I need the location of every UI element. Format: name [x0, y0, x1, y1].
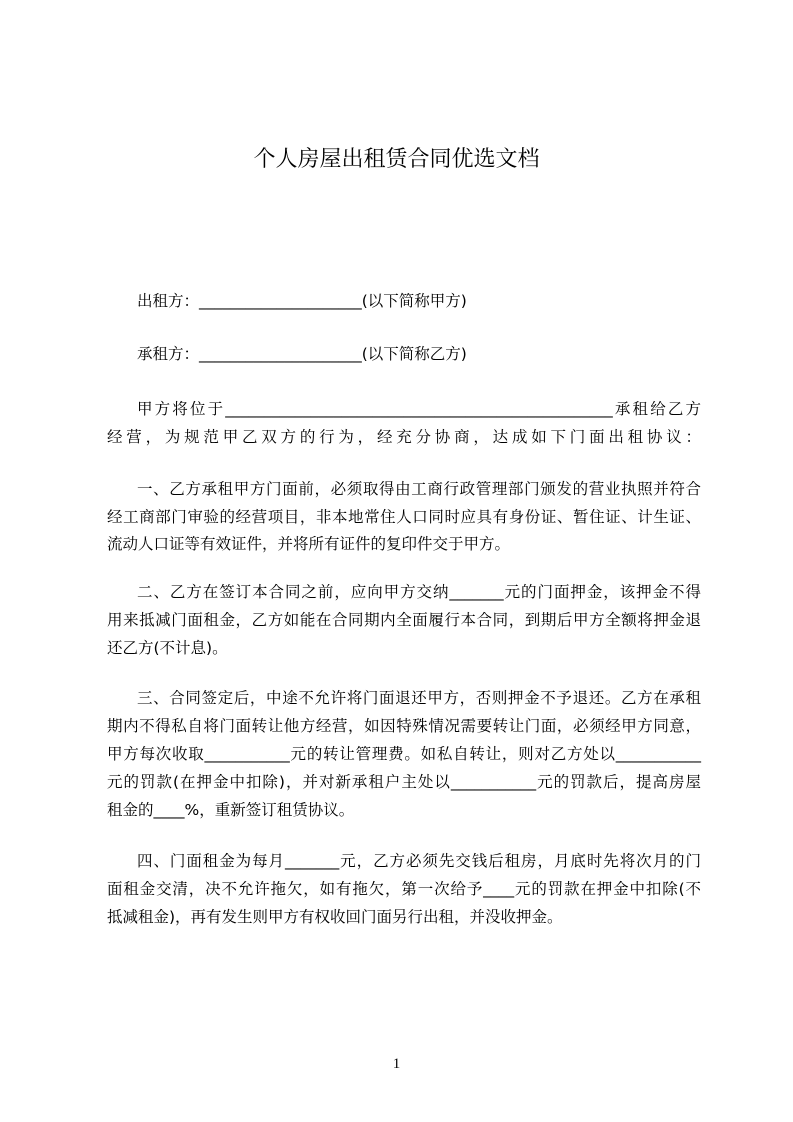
- clause-2-line: 二、乙方在签订本合同之前，应向甲方交纳_______元的门面押金，该押金不得: [137, 583, 701, 601]
- clause-2-line: 用来抵减门面租金，乙方如能在合同期内全面履行本合同，到期后甲方全额将押金退: [107, 611, 701, 629]
- document-title: 个人房屋出租赁合同优选文档: [253, 147, 540, 172]
- clause-4-line: 面租金交清，决不允许拖欠，如有拖欠，第一次给予____元的罚款在押金中扣除(不: [107, 880, 701, 898]
- clause-1-line: 一、乙方承租甲方门面前，必须取得由工商行政管理部门颁发的营业执照并符合: [137, 480, 701, 498]
- page-number: 1: [392, 1056, 401, 1072]
- clause-3-line: 三、合同签定后，中途不允许将门面退还甲方，否则押金不予退还。乙方在承租: [137, 689, 701, 707]
- clause-3-line: 期内不得私自将门面转让他方经营，如因特殊情况需要转让门面，必须经甲方同意，: [107, 717, 701, 735]
- clause-3-line: 租金的____%，重新签订租赁协议。: [107, 801, 355, 819]
- clause-1-line: 流动人口证等有效证件，并将所有证件的复印件交于甲方。: [107, 535, 511, 553]
- clause-4-line: 抵减租金)，再有发生则甲方有权收回门面另行出租，并没收押金。: [107, 908, 563, 926]
- clause-3-line: 甲方每次收取___________元的转让管理费。如私自转让，则对乙方处以___________: [107, 745, 701, 763]
- paragraph-intro-line: 甲方将位于__________________________________________________承租给乙方: [137, 400, 701, 418]
- clause-2-line: 还乙方(不计息)。: [107, 639, 228, 657]
- clause-3-line: 元的罚款(在押金中扣除)，并对新承租户主处以___________元的罚款后，提高房屋: [107, 773, 701, 791]
- lessee-line: 承租方：_____________________(以下简称乙方): [137, 345, 467, 363]
- lessor-line: 出租方：_____________________(以下简称甲方): [137, 292, 467, 310]
- clause-1-line: 经工商部门审验的经营项目，非本地常住人口同时应具有身份证、暂住证、计生证、: [107, 508, 701, 526]
- clause-4-line: 四、门面租金为每月_______元，乙方必须先交钱后租房，月底时先将次月的门: [137, 852, 701, 870]
- paragraph-intro-line: 经营，为规范甲乙双方的行为，经充分协商，达成如下门面出租协议：: [107, 428, 701, 446]
